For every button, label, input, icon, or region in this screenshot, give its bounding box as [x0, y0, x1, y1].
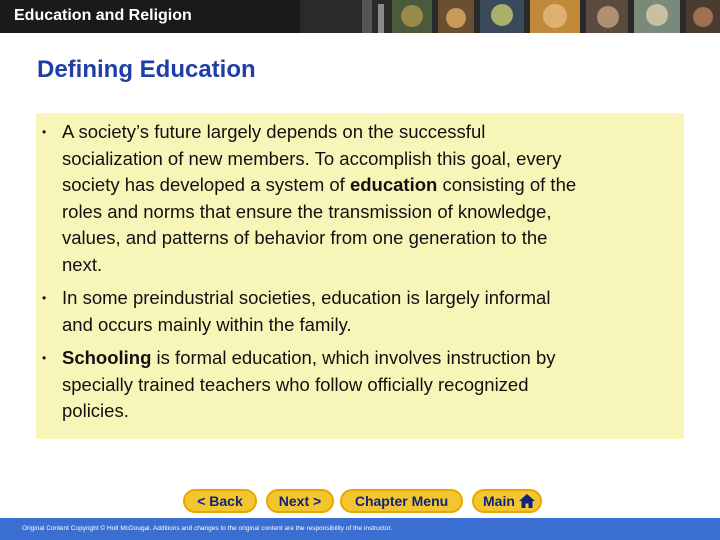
header-title: Education and Religion — [14, 7, 192, 24]
main-button[interactable] — [472, 489, 542, 513]
bullet-line: next. — [62, 253, 103, 275]
bullet-line: roles and norms that ensure the transmission of knowledge, — [62, 200, 552, 222]
main-button-label: Main — [483, 493, 515, 509]
bullet-line: Schooling is formal education, which involves instruction by — [62, 347, 556, 368]
bullet-line: In some preindustrial societies, education is largely informal — [62, 287, 551, 308]
footer-bar — [0, 518, 720, 540]
slide-title: Defining Education — [37, 56, 256, 83]
content-box — [36, 113, 684, 439]
bullet-line: socialization of new members. To accomplish this goal, every — [62, 147, 562, 169]
bold-term: Schooling — [62, 347, 152, 368]
bold-term: education — [349, 174, 438, 195]
next-button[interactable]: Next > — [266, 489, 334, 513]
chapter-menu-button[interactable]: Chapter Menu — [340, 489, 463, 513]
bullet-item — [42, 345, 556, 425]
copyright-text: Original Content Copyright © Holt McDougal. Additions and changes to the original content are the responsibility of the instructor. — [22, 525, 393, 532]
bullet-line: specially trained teachers who follow officially recognized — [62, 373, 529, 395]
bullet-dot-icon: • — [42, 125, 47, 139]
back-button[interactable]: < Back — [183, 489, 257, 513]
bullet-line: A society’s future largely depends on the successful — [62, 121, 486, 142]
bullet-line: society has developed a system of education consisting of the — [62, 174, 577, 195]
bullet-dot-icon: • — [42, 291, 47, 305]
bullet-item — [42, 119, 577, 278]
header-bar — [0, 0, 720, 33]
navigation-bar — [0, 489, 720, 515]
bullet-line: policies. — [62, 400, 129, 421]
header-collage-image — [300, 0, 720, 33]
bullet-line: values, and patterns of behavior from one generation to the — [62, 227, 548, 248]
bullet-item — [42, 285, 551, 338]
bullet-line: and occurs mainly within the family. — [62, 313, 352, 335]
bullet-dot-icon: • — [42, 351, 47, 365]
home-icon — [519, 494, 535, 508]
